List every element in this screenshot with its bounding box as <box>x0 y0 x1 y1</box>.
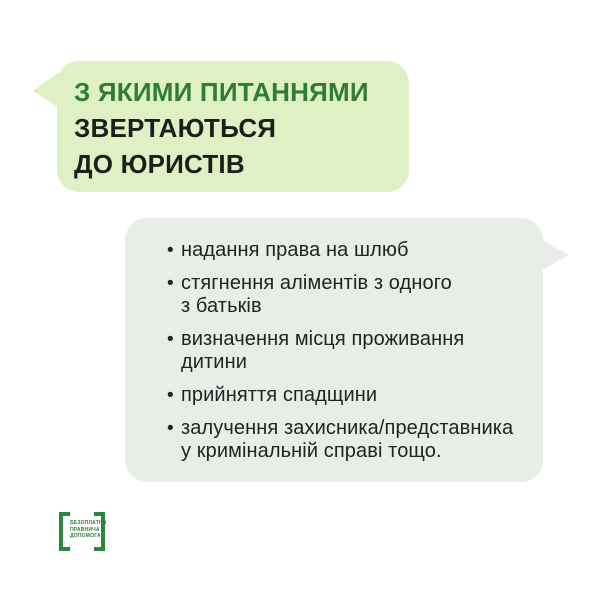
logo-text-line-1: БЕЗОПЛАТНА <box>70 520 107 526</box>
bullet-dot-icon: • <box>167 240 174 261</box>
bullet-dot-icon: • <box>167 385 174 406</box>
list-item-text: прийняття спадщини <box>181 384 378 406</box>
logo-bracket-left-icon <box>59 512 70 551</box>
title-line-1: З ЯКИМИ ПИТАННЯМИ <box>74 77 369 107</box>
list-item <box>167 328 519 374</box>
list-item-text: залучення захисника/представника <box>181 417 514 439</box>
logo-text <box>70 520 107 540</box>
list-item-text: у кримінальній справі тощо. <box>181 440 442 462</box>
bullet-dot-icon: • <box>167 418 174 439</box>
speech-tail-right-icon <box>542 240 569 270</box>
list-item-text: стягнення аліментів з одного <box>181 272 452 294</box>
title-line-3: ДО ЮРИСТІВ <box>74 149 245 179</box>
list-item-text: визначення місця проживання <box>181 328 465 350</box>
list-item-text: з батьків <box>181 295 262 317</box>
bullet-dot-icon: • <box>167 329 174 350</box>
free-legal-aid-logo <box>59 512 105 551</box>
list-item <box>167 272 519 318</box>
list-item <box>167 384 519 407</box>
list-item <box>167 417 519 463</box>
list-item <box>167 239 519 262</box>
bullet-dot-icon: • <box>167 273 174 294</box>
list-item-text: надання права на шлюб <box>181 239 409 261</box>
title-line-2: ЗВЕРТАЮТЬСЯ <box>74 113 277 143</box>
speech-tail-left-icon <box>33 72 59 108</box>
logo-text-line-3: ДОПОМОГА <box>70 533 101 539</box>
list-item-text: дитини <box>181 351 247 373</box>
title-speech-bubble <box>57 61 409 192</box>
list-speech-bubble <box>125 218 543 482</box>
logo-text-line-2: ПРАВНИЧА <box>70 526 100 533</box>
